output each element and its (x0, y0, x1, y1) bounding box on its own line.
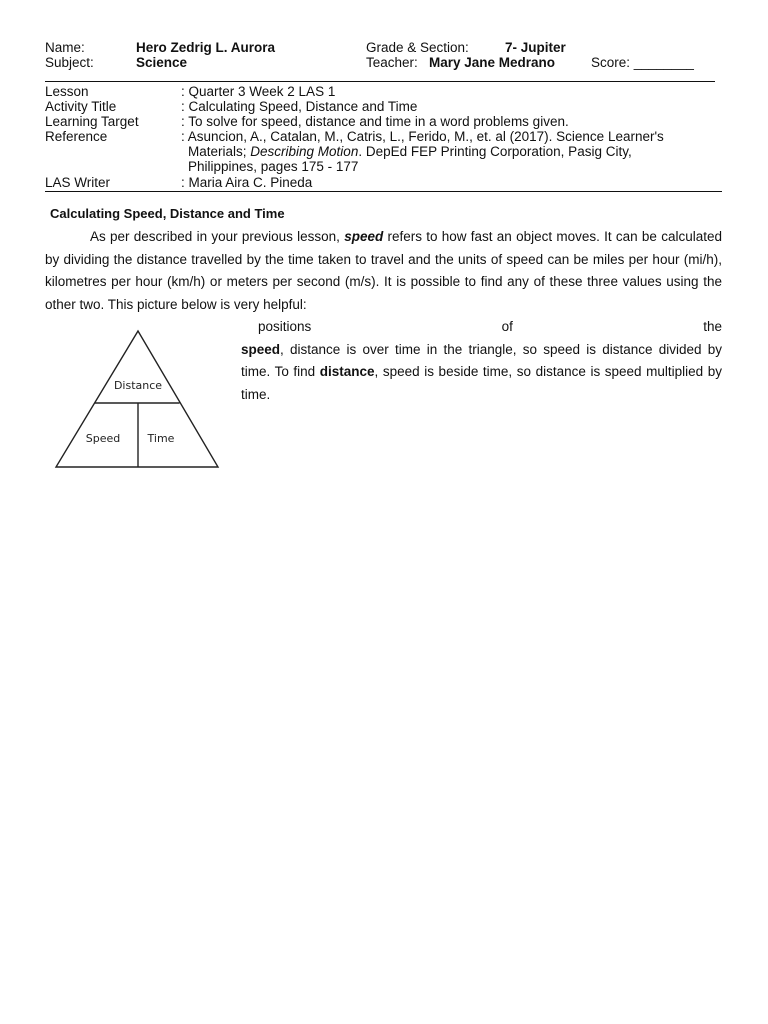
activity-value: : Calculating Speed, Distance and Time (181, 99, 418, 114)
target-label: Learning Target (45, 114, 139, 129)
intro-text-b: refers to how fast an object moves. It can be calculated by dividing the distance travelled by the time taken to travel and the units of speed can be miles per hour (mi/h), kilometres per hour (km/h) or meters per second (m/s). It is possible to find any of these three values using the other two. This picture below is very helpful: (45, 229, 722, 312)
reference-publisher: . DepEd FEP Printing Corporation, Pasig City, (358, 144, 632, 159)
target-value: : To solve for speed, distance and time in a word problems given. (181, 114, 569, 129)
meta-rule (45, 191, 722, 192)
reference-line1: : Asuncion, A., Catalan, M., Catris, L., Ferido, M., et. al (2017). Science Learner's (181, 129, 664, 144)
intro-speed-term: speed (344, 229, 384, 244)
intro-paragraph (45, 226, 722, 316)
header-rule (45, 81, 715, 82)
triangle-outline (56, 331, 218, 467)
triangle-speed-label: Speed (85, 432, 121, 445)
lesson-value: : Quarter 3 Week 2 LAS 1 (181, 84, 336, 99)
word-the: the (703, 319, 722, 334)
lesson-label: Lesson (45, 84, 89, 99)
reference-label: Reference (45, 129, 108, 144)
reference-title: Describing Motion (250, 144, 359, 159)
activity-label: Activity Title (45, 99, 117, 114)
explanation-body (241, 339, 722, 407)
word-positions: positions (258, 319, 312, 334)
score-field: Score: ________ (591, 55, 694, 70)
section-title: Calculating Speed, Distance and Time (50, 206, 285, 221)
subject-value: Science (136, 55, 188, 70)
distance-term: distance (319, 364, 375, 380)
writer-value: : Maria Aira C. Pineda (181, 175, 313, 190)
speed-distance-time-triangle (50, 326, 226, 472)
explanation-text-a: , distance is over time in the triangle, so speed is distance divided by time. To find (241, 341, 722, 380)
explanation-text-b: , speed is beside time, so distance is speed multiplied by time. (241, 364, 722, 402)
reference-line3: Philippines, pages 175 - 177 (188, 159, 359, 174)
triangle-explanation (241, 316, 722, 406)
reference-line2 (181, 144, 726, 159)
grade-section: 7- Jupiter (505, 40, 566, 55)
reference-value (181, 129, 726, 174)
reference-materials: Materials; (188, 144, 251, 159)
writer-label: LAS Writer (45, 175, 111, 190)
intro-text-a: As per described in your previous lesson, (90, 229, 345, 244)
student-name: Hero Zedrig L. Aurora (136, 40, 276, 55)
triangle-distance-label: Distance (113, 379, 163, 392)
word-of: of (501, 319, 513, 334)
teacher-label: Teacher: (366, 55, 418, 70)
speed-term: speed (241, 341, 281, 357)
name-label: Name: (45, 40, 85, 55)
explanation-first-line (241, 316, 722, 339)
subject-label: Subject: (45, 55, 94, 70)
triangle-time-label: Time (147, 432, 175, 445)
teacher-name: Mary Jane Medrano (429, 55, 556, 70)
grade-label: Grade & Section: (366, 40, 469, 55)
